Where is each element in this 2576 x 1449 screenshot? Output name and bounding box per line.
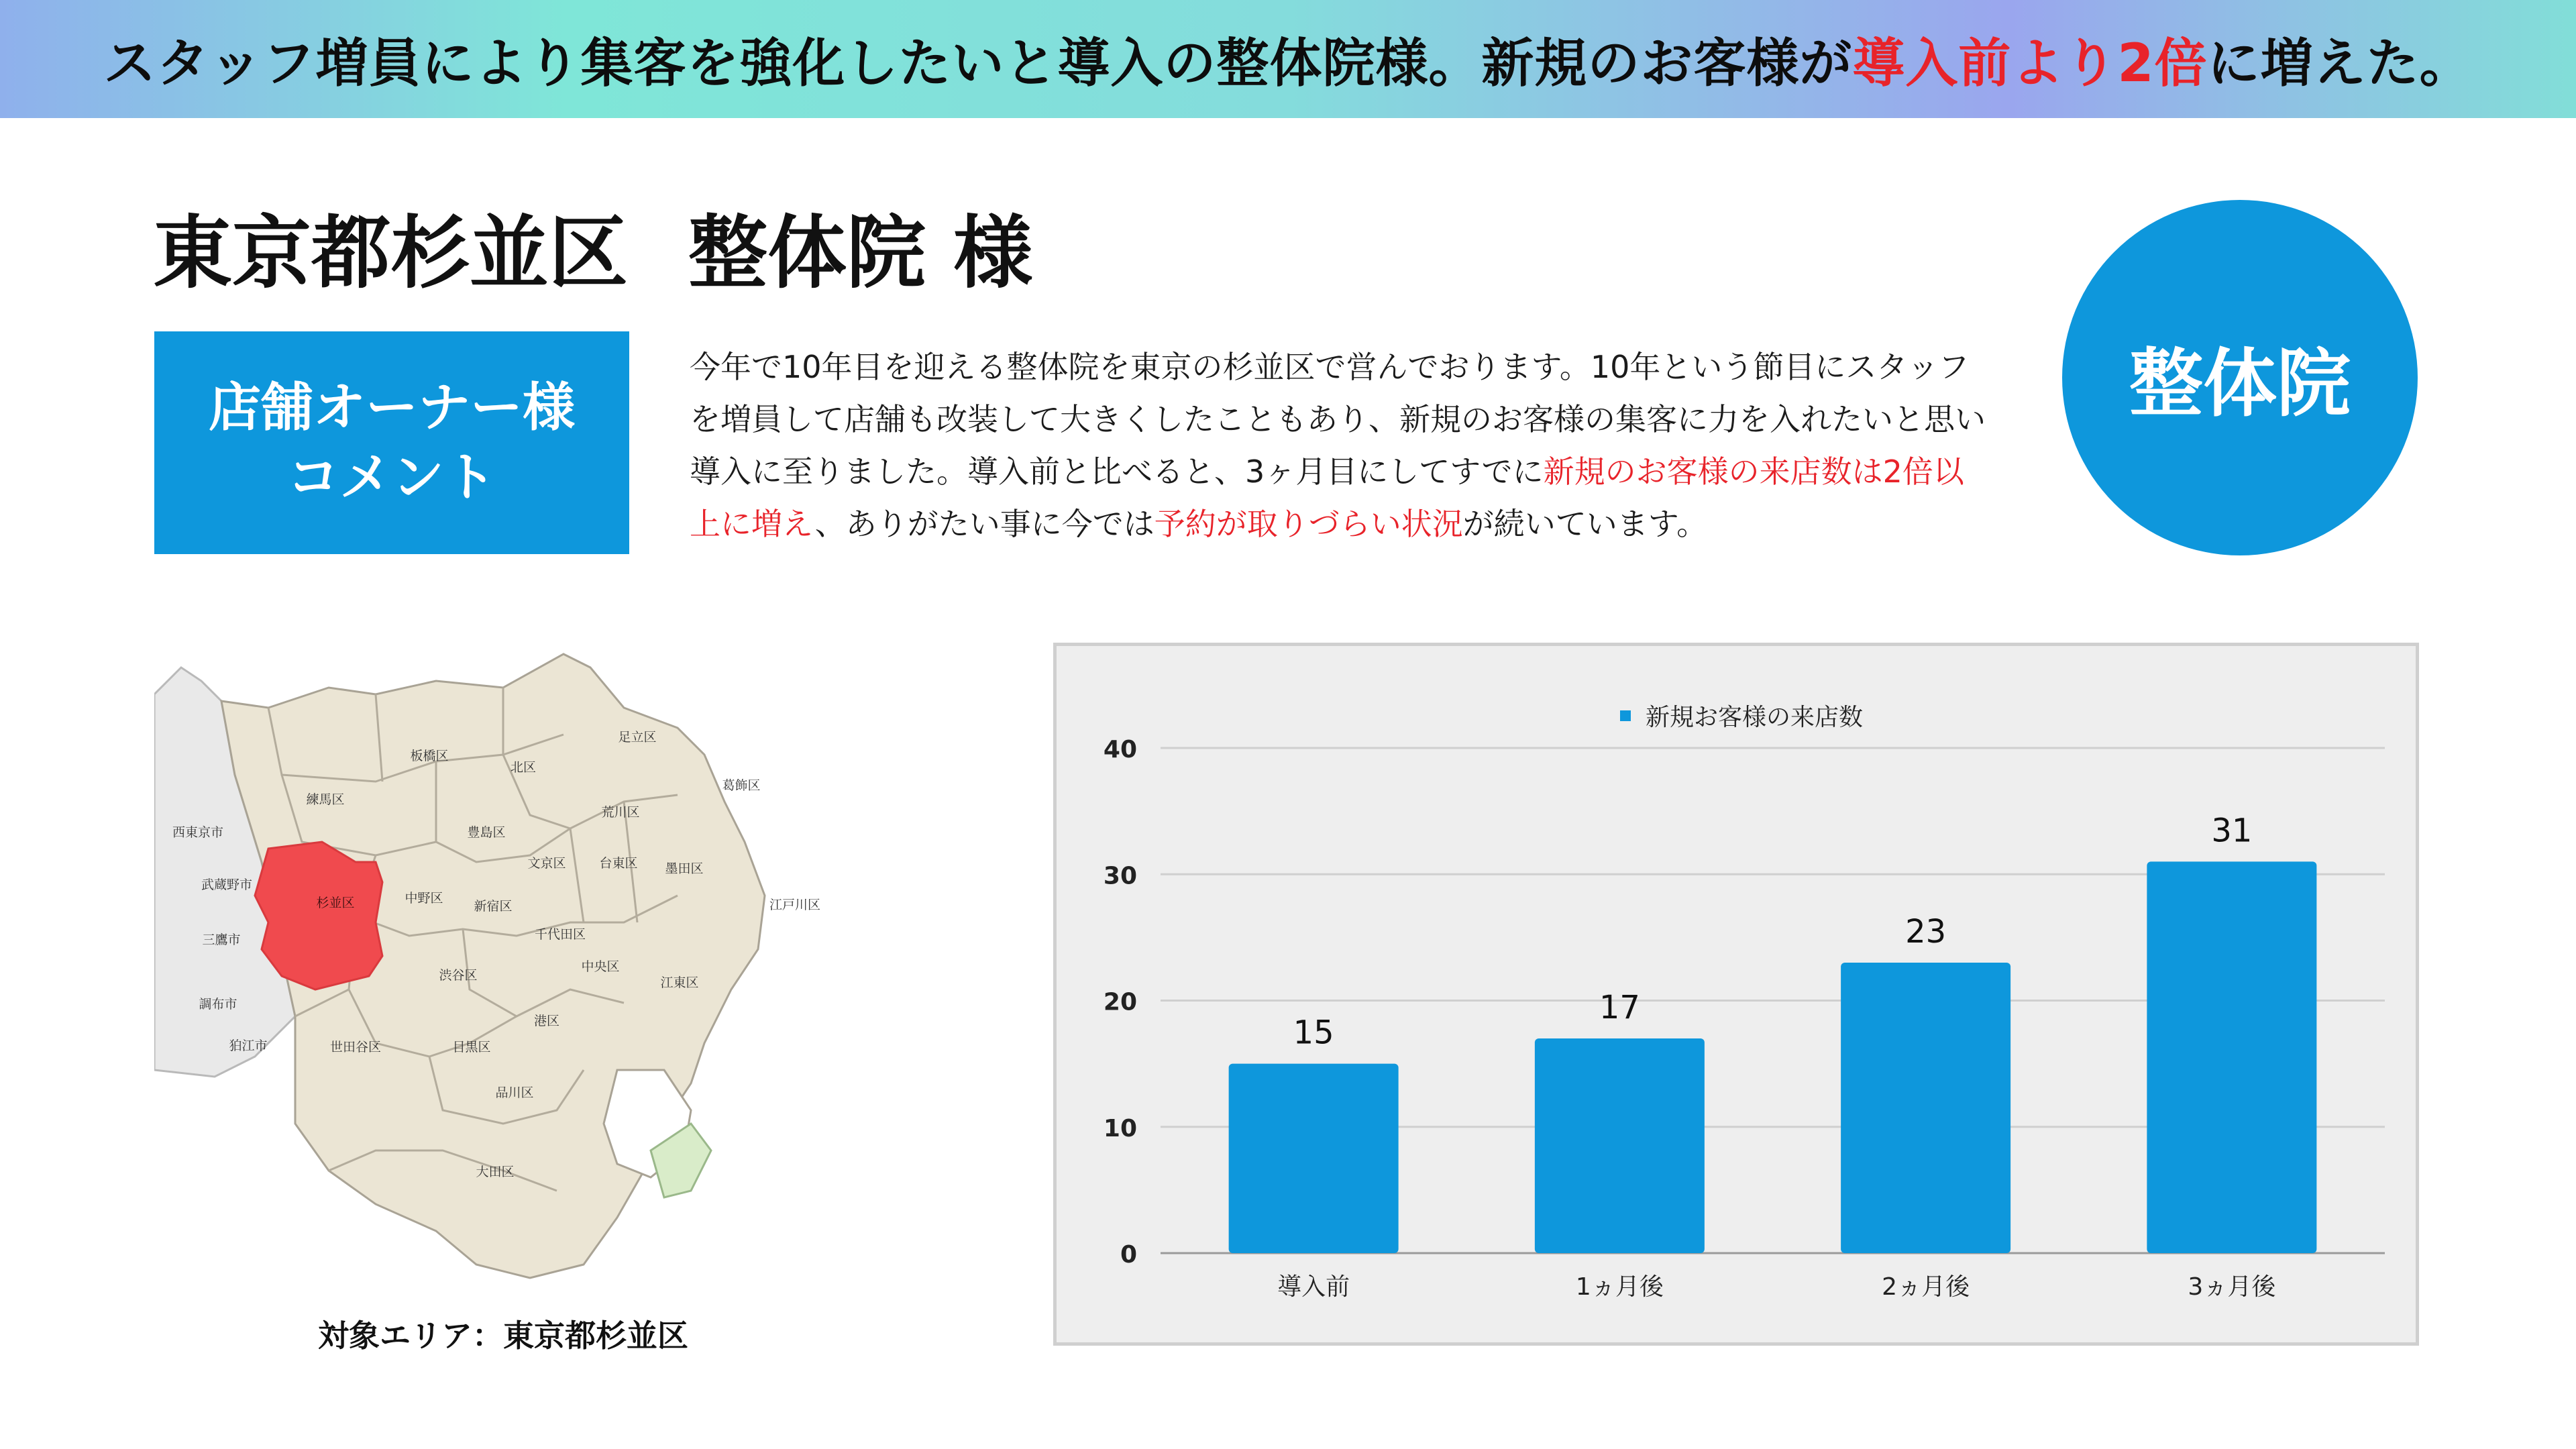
map-label: 墨田区 — [665, 861, 704, 876]
comment-label-line1: 店舗オーナー様 — [208, 378, 575, 438]
y-tick-label: 10 — [1103, 1114, 1137, 1142]
map-label: 三鷹市 — [202, 932, 241, 947]
page-title — [153, 189, 1032, 303]
map-label: 葛飾区 — [722, 778, 761, 793]
bar — [1535, 1038, 1705, 1253]
y-tick-label: 20 — [1103, 988, 1137, 1016]
y-tick-label: 0 — [1120, 1241, 1137, 1269]
map-label: 台東区 — [599, 856, 638, 871]
category-badge: 整体院 — [2062, 200, 2418, 555]
map-label: 中野区 — [405, 891, 443, 906]
x-tick-label: 3ヵ月後 — [2188, 1273, 2276, 1301]
legend-label: 新規お客様の来店数 — [1646, 704, 1864, 731]
map-label: 新宿区 — [474, 899, 513, 914]
data-label: 17 — [1599, 988, 1640, 1026]
map-label: 中央区 — [581, 959, 620, 974]
map-label: 江東区 — [660, 975, 699, 990]
map-label: 豊島区 — [467, 825, 506, 840]
banner-highlight: 導入前より2倍 — [1852, 34, 2208, 94]
bar — [1841, 963, 2010, 1253]
owner-comment-text: 今年で10年目を迎える整体院を東京の杉並区で営んでおります。10年という節目にスタッフを増員して店舗も改装して大きくしたこともあり、新規のお客様の集客に力を入れたいと思い導入に至りました。導入前と比べると、3ヶ月目にしてすでに新規のお客様の来店数は2倍以上に増え、ありがたい事に今では予約が取りづらい状況が続いています。 — [690, 349, 1986, 542]
x-tick-label: 2ヵ月後 — [1882, 1273, 1970, 1301]
title-business: 整体院 様 — [688, 207, 1033, 299]
map-label: 西東京市 — [172, 825, 224, 840]
x-tick-label: 1ヵ月後 — [1575, 1273, 1664, 1301]
title-location: 東京都杉並区 — [153, 207, 629, 299]
map-label: 渋谷区 — [439, 968, 478, 983]
suginami-highlight — [255, 842, 382, 989]
x-tick-label: 導入前 — [1277, 1273, 1350, 1301]
tokyo-ward-map — [154, 641, 872, 1281]
data-label: 31 — [2211, 812, 2253, 850]
visitor-chart — [1053, 643, 2419, 1346]
data-label: 23 — [1905, 913, 1947, 951]
bar — [2147, 861, 2316, 1253]
map-caption: 対象エリア：東京都杉並区 — [318, 1318, 688, 1354]
map-label: 調布市 — [199, 997, 237, 1012]
banner-headline: スタッフ増員により集客を強化したいと導入の整体院様。新規のお客様が導入前より2倍に増えた。 — [103, 34, 2473, 94]
comment-label-line2: コメント — [286, 447, 496, 508]
owner-comment-label — [154, 331, 629, 554]
map-label: 荒川区 — [601, 805, 640, 820]
map-label: 練馬区 — [306, 792, 345, 807]
map-label: 江戸川区 — [769, 898, 821, 912]
map-label: 北区 — [510, 760, 537, 775]
y-tick-label: 40 — [1103, 736, 1137, 763]
map-label: 武蔵野市 — [201, 877, 253, 892]
header-banner — [0, 0, 2576, 118]
y-tick-label: 30 — [1103, 862, 1137, 890]
bar — [1229, 1064, 1399, 1253]
map-label: 世田谷区 — [329, 1040, 382, 1055]
map-label: 千代田区 — [534, 927, 586, 942]
comment-highlight-2: 予約が取りづらい状況 — [1154, 506, 1463, 542]
map-label: 狛江市 — [229, 1038, 268, 1053]
map-label: 大田区 — [476, 1165, 515, 1179]
map-label: 目黒区 — [452, 1040, 491, 1055]
map-label: 杉並区 — [316, 896, 355, 910]
map-label: 板橋区 — [410, 749, 449, 763]
map-label: 足立区 — [618, 730, 657, 745]
chart-canvas — [1057, 646, 2416, 1342]
map-label: 品川区 — [495, 1085, 534, 1100]
map-label: 港区 — [533, 1014, 560, 1028]
comment-highlight-1: 新規のお客様の来店数は2倍以上に増え — [690, 453, 1964, 542]
map-label: 文京区 — [527, 856, 566, 871]
data-label: 15 — [1293, 1014, 1334, 1052]
